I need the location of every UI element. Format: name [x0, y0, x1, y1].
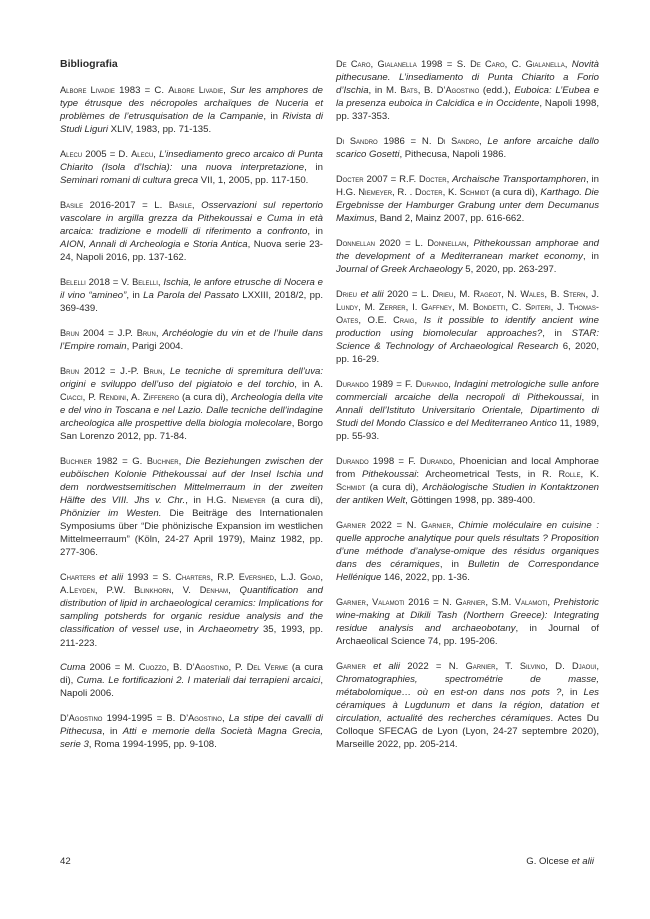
bibliography-entry: D’Agostino 1994-1995 = B. D’Agostino, La stipe dei cavalli di Pithecusa, in Atti e memorie della Società Magna Grecia, serie 3, Roma 1994-1995, pp. 9-108.	[60, 713, 324, 751]
section-heading: Bibliografia	[60, 58, 118, 70]
page-number: 42	[60, 856, 71, 867]
bibliography-entry: Belelli 2018 = V. Belelli, Ischia, le anfore etrusche di Nocera e il vino “amineo”, in La Parola del Passato LXXIII, 2018/2, pp. 369-439.	[60, 276, 323, 315]
bibliography-entry: Durando 1989 = F. Durando, Indagini metrologiche sulle anfore commerciali arcaiche della necropoli di Pithekoussai, in Annali dell’Istituto Universitario Orientale, Dipartimento di Studi del Mondo Classico e del Mediterraneo Antico 11, 1989, pp. 55-93.	[336, 378, 599, 443]
running-footer-author: G. Olcese et alii	[526, 856, 594, 867]
bibliography-entry: Garnier, Valamoti 2016 = N. Garnier, S.M. Valamoti, Prehistoric wine-making at Dikili Tash (Northern Greece): Integrating residue analysis and archaeobotany, in Journal of Archaeolical Science 74, pp. 195-206.	[336, 596, 599, 648]
right-entries	[336, 58, 599, 752]
bibliography-entry: Donnellan 2020 = L. Donnellan, Pithekoussan amphorae and the development of a Mediterranean market economy, in Journal of Greek Archaeology 5, 2020, pp. 263-297.	[336, 237, 600, 275]
bibliography-left-column	[60, 58, 323, 763]
bibliography-entry: Cuma 2006 = M. Cuozzo, B. D’Agostino, P. Del Verme (a cura di), Cuma. Le fortificazioni 2. I materiali dai terrapieni arcaici, Napoli 2006.	[60, 662, 324, 700]
bibliography-entry: De Caro, Gialanella 1998 = S. De Caro, C. Gialanella, Novità pithecusane. L’insediamento di Punta Chiarito a Forio d’Ischia, in M. Bats, B. D’Agostino (edd.), Euboica: L’Eubea e la presenza euboica in Calcidica e in Occidente, Napoli 1998, pp. 337-353.	[336, 59, 600, 123]
bibliography-entry: Albore Livadie 1983 = C. Albore Livadie, Sur les amphores de type étrusque des nécropoles archaïques de Nuceria et problèmes de l’etrusquisation de la Campanie, in Rivista di Studi Liguri XLIV, 1983, pp. 71-135.	[60, 85, 324, 136]
bibliography-entry: Basile 2016-2017 = L. Basile, Osservazioni sul repertorio vascolare in argilla grezza da Pithekoussai e Cuma in età arcaica: tradizione e modelli di riferimento a confronto, in AION, Annali di Archeologia e Storia Antica, Nuova serie 23-24, Napoli 2016, pp. 137-162.	[60, 199, 323, 264]
bibliography-entry: Brun 2012 = J.-P. Brun, Le tecniche di spremitura dell’uva: origini e sviluppo dell’uso del pigiatoio e del torchio, in A. Ciacci, P. Rendini, A. Zifferero (a cura di), Archeologia della vite e del vino in Toscana e nel Lazio. Dalle tecniche dell’indagine archeologica alle prospettive della biologia molecolare, Borgo San Lorenzo 2012, pp. 71-84.	[60, 365, 324, 443]
left-entries	[60, 84, 323, 751]
bibliography-entry: Brun 2004 = J.P. Brun, Archéologie du vin et de l’huile dans l’Empire romain, Parigi 2004.	[60, 327, 323, 352]
bibliography-entry: Garnier 2022 = N. Garnier, Chimie moléculaire en cuisine : quelle approche analytique pour quels résultats ? Proposition d’une méthode d’analyse-omique des résidus organiques dans des céramiques, in Bulletin de Correspondance Hellénique 146, 2022, pp. 1-36.	[336, 519, 599, 584]
bibliography-entry: Garnier et alii 2022 = N. Garnier, T. Silvino, D. Djaoui, Chromatographies, spectrométrie de masse, métabolomique… où en est-on dans nos pots ?, in Les céramiques à Lugdunum et dans la région, datation et circulation, actualité des recherches céramiques. Actes Du Colloque SFECAG de Lyon (Lyon, 24-27 septembre 2020), Marseille 2022, pp. 205-214.	[336, 660, 599, 751]
bibliography-entry: Durando 1998 = F. Durando, Phoenician and local Amphorae from Pithekoussai: Archeometrical Tests, in R. Rolle, K. Schmidt (a cura di), Archäologische Studien in Kontaktzonen der antiken Welt, Göttingen 1998, pp. 389-400.	[336, 455, 600, 507]
bibliography-entry: Docter 2007 = R.F. Docter, Archaische Transportamphoren, in H.G. Niemeyer, R. . Docter, K. Schmidt (a cura di), Karthago. Die Ergebnisse der Hamburger Grabung unter dem Decumanus Maximus, Band 2, Mainz 2007, pp. 616-662.	[336, 173, 599, 225]
bibliography-entry: Di Sandro 1986 = N. Di Sandro, Le anfore arcaiche dallo scarico Gosetti, Pithecusa, Napoli 1986.	[336, 136, 599, 161]
bibliography-entry: Alecu 2005 = D. Alecu, L’insediamento greco arcaico di Punta Chiarito (Isola d’Ischia): una nuova interpretazione, in Seminari romani di cultura greca VII, 1, 2005, pp. 117-150.	[60, 148, 323, 187]
bibliography-entry: Charters et alii 1993 = S. Charters, R.P. Evershed, L.J. Goad, A.Leyden, P.W. Blinkhorn, V. Denham, Quantification and distribution of lipid in archaeological ceramics: Implications for sampling potsherds for organic residue analysis and the classification of vessel use, in Archaeometry 35, 1993, pp. 211-223.	[60, 572, 323, 649]
bibliography-entry: Buchner 1982 = G. Buchner, Die Beziehungen zwischen der euböischen Kolonie Pithekoussai auf der Insel Ischia und dem nordwestsemitischen Mittelmerraum in der zweiten Hälfte des VIII. Jhs v. Chr., in H.G. Niemeyer (a cura di), Phönizier im Westen. Die Beiträge des Internationalen Symposiums über “Die phönizische Expansion im westlichen Mittelmeerraum” (Köln, 24-27 April 1979), Mainz 1982, pp. 277-306.	[60, 455, 324, 559]
bibliography-right-column	[336, 58, 599, 763]
bibliography-entry: Drieu et alii 2020 = L. Drieu, M. Rageot, N. Wales, B. Stern, J. Lundy, M. Zerrer, I. Gaffney, M. Bondetti, C. Spiteri, J. Thomas-Oates, O.E. Craig, Is it possible to identify ancient wine production using biomolecular approaches?, in STAR: Science & Technology of Archaeological Research 6, 2020, pp. 16-29.	[336, 288, 600, 366]
